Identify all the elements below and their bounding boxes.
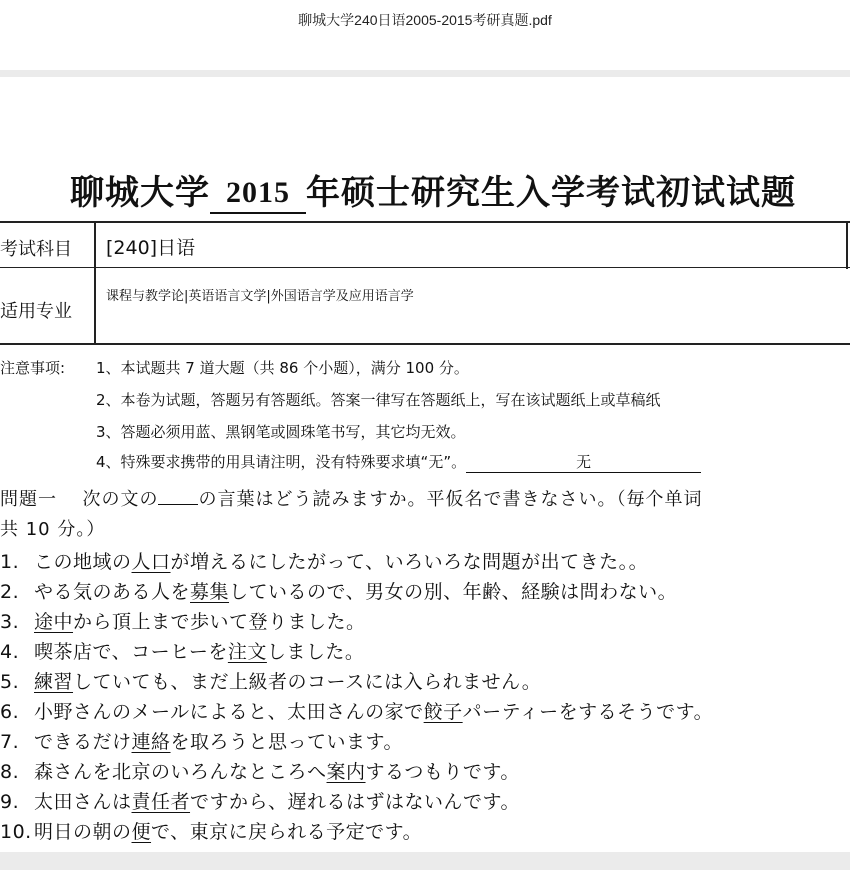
scanned-exam-sheet [0, 77, 850, 852]
note-3: 3、答题必须用蓝、黑钢笔或圆珠笔书写，其它均无效。 [96, 423, 466, 441]
major-label: 适用专业 [0, 301, 72, 322]
table-edge [846, 221, 848, 269]
question-item: 2. やる気のある人を募集しているので、男女の別、年齢、経験は問わない。 [0, 581, 678, 603]
table-top-rule [0, 221, 850, 223]
question-item: 10. 明日の朝の便で、東京に戻られる予定です。 [0, 821, 423, 843]
note-4 [96, 451, 701, 473]
question-item: 4. 喫茶店で、コーヒーを注文しました。 [0, 641, 365, 663]
subject-value: [240]日语 [106, 237, 196, 259]
question-item: 1. この地域の人口が増えるにしたがって、いろいろな問題が出てきた。。 [0, 551, 649, 573]
question-1-head: 問題一 [0, 489, 57, 510]
question-1-instruction [0, 485, 702, 511]
subject-label: 考试科目 [0, 239, 72, 260]
table-middle-rule [0, 267, 850, 268]
viewer-titlebar [0, 0, 850, 70]
heading-prefix: 聊城大学 [70, 173, 210, 213]
note-4-fill: 无 [466, 451, 701, 473]
question-item: 7. できるだけ連絡を取ろうと思っています。 [0, 731, 404, 753]
document-title: 聊城大学240日语2005-2015考研真题.pdf [298, 12, 552, 28]
question-item: 5. 練習していても、まだ上級者のコースには入られません。 [0, 671, 542, 693]
exam-heading [70, 165, 796, 214]
heading-suffix: 年硕士研究生入学考试初试试题 [306, 173, 796, 213]
table-divider [94, 221, 96, 345]
exam-year: 2015 [210, 174, 306, 214]
underline-blank [158, 504, 198, 505]
notes-label: 注意事项: [0, 359, 66, 377]
question-item: 3. 途中から頂上まで歩いて登りました。 [0, 611, 366, 633]
pdf-page[interactable] [0, 77, 850, 852]
note-1: 1、本试题共 7 道大题（共 86 个小题），满分 100 分。 [96, 359, 469, 377]
note-2: 2、本卷为试题，答题另有答题纸。答案一律写在答题纸上，写在该试题纸上或草稿纸 [96, 391, 661, 409]
question-item: 9. 太田さんは責任者ですから、遅れるはずはないんです。 [0, 791, 521, 813]
major-value: 课程与教学论|英语语言文学|外国语言学及应用语言学 [106, 289, 414, 304]
note-4-text: 4、特殊要求携带的用具请注明，没有特殊要求填“无”。 [96, 453, 467, 471]
question-item: 8. 森さんを北京のいろんなところへ案内するつもりです。 [0, 761, 520, 783]
question-1-points: 共 10 分。） [0, 519, 106, 540]
question-item: 6. 小野さんのメールによると、太田さんの家で餃子パーティーをするそうです。 [0, 701, 714, 723]
table-bottom-rule [0, 343, 850, 345]
instruction-part-b: の言葉はどう読みますか。平仮名で書きなさい。（毎个单词 [198, 489, 703, 510]
instruction-part-a: 次の文の [82, 489, 159, 510]
